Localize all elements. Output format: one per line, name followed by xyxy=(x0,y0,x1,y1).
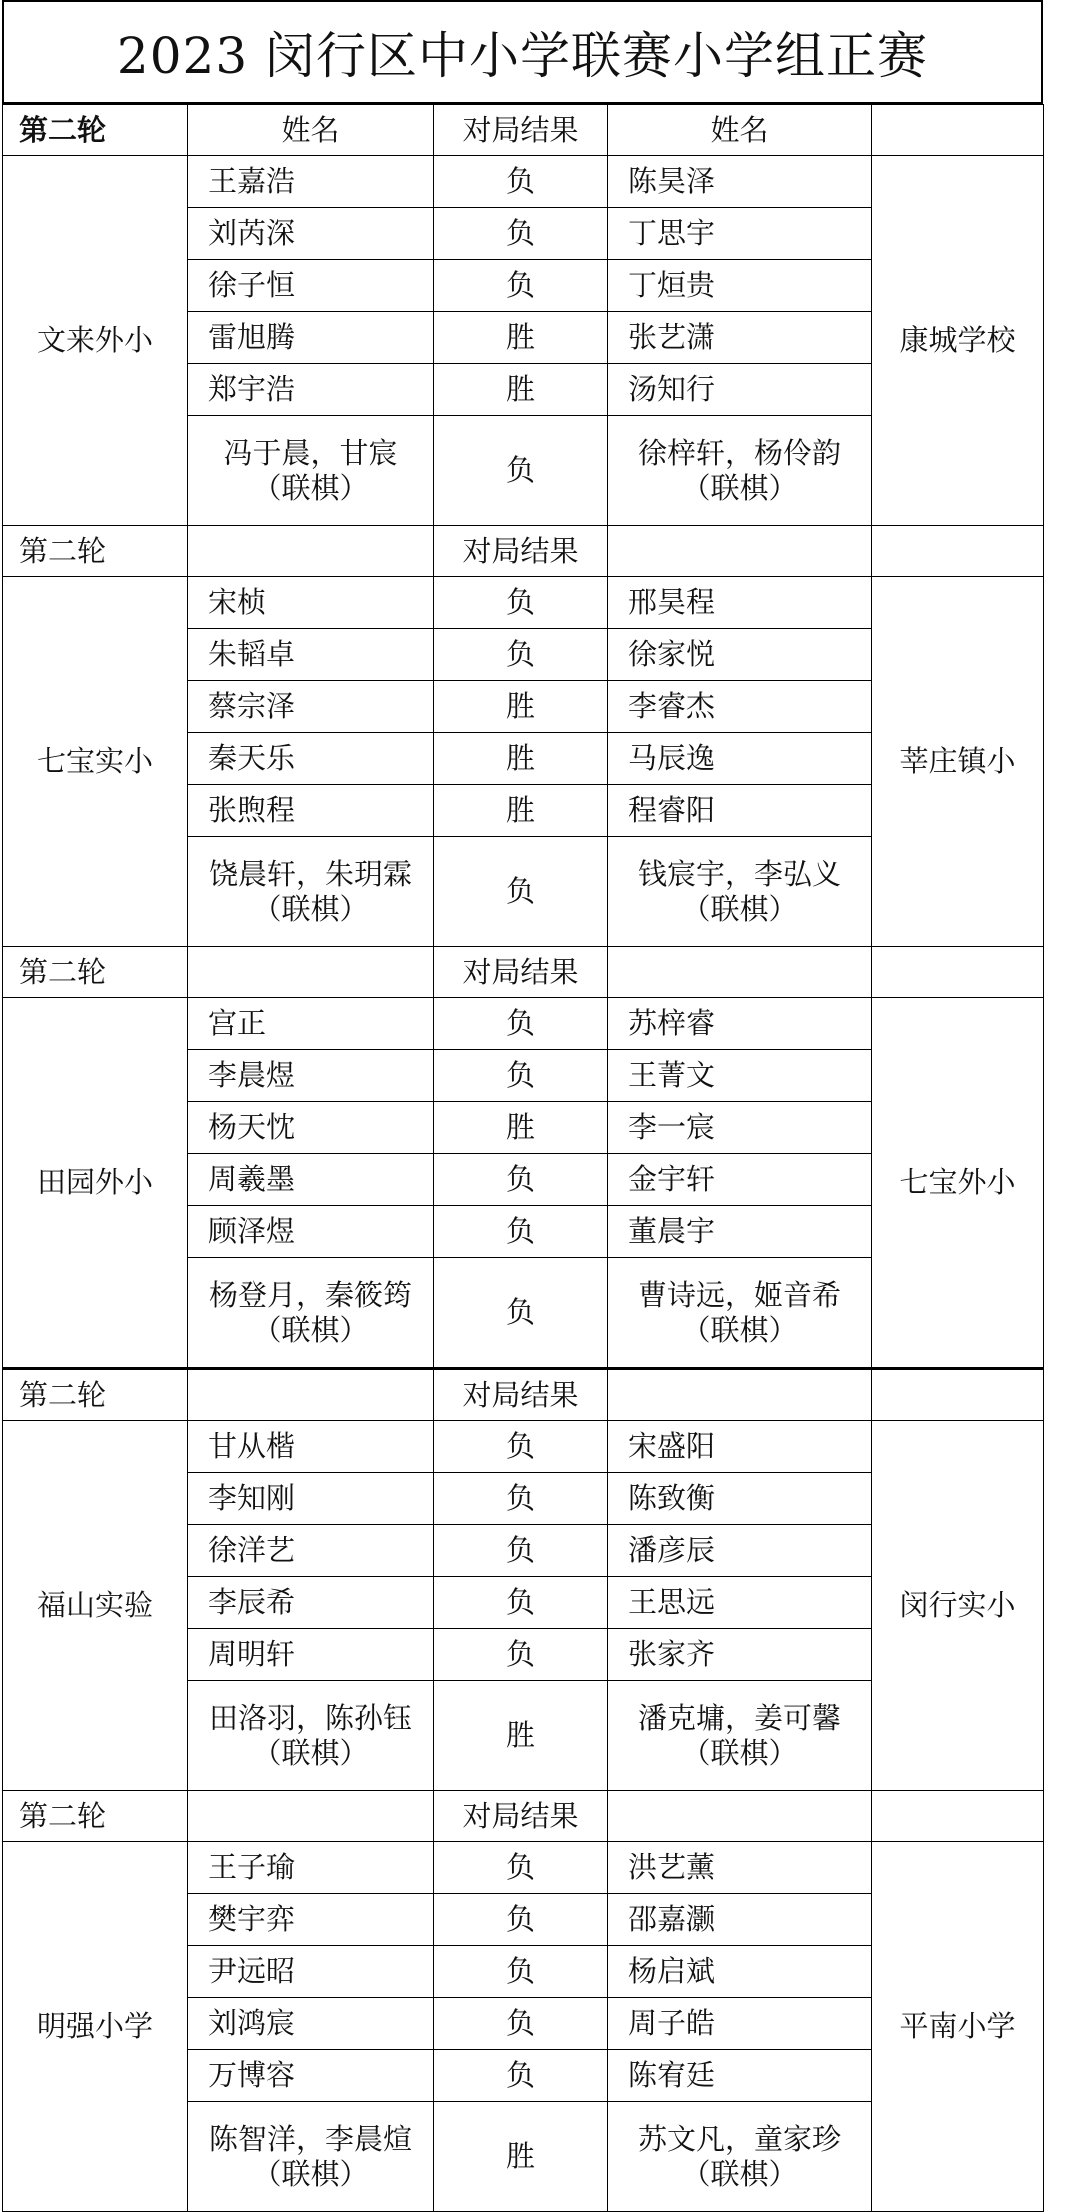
result-label: 对局结果 xyxy=(434,1369,608,1421)
game-result: 胜 xyxy=(434,1681,608,1791)
game-result: 负 xyxy=(434,1473,608,1525)
game-result: 胜 xyxy=(434,364,608,416)
game-result: 负 xyxy=(434,1050,608,1102)
left-school: 明强小学 xyxy=(3,1842,188,2212)
document-title: 2023 闵行区中小学联赛小学组正赛 xyxy=(2,0,1043,104)
player-right: 马辰逸 xyxy=(608,733,872,785)
left-school: 文来外小 xyxy=(3,156,188,526)
player-right: 潘彦辰 xyxy=(608,1525,872,1577)
right-school: 莘庄镇小 xyxy=(872,577,1044,947)
player-left: 陈智洋，李晨煊（联棋） xyxy=(188,2102,434,2212)
player-right: 张艺潇 xyxy=(608,312,872,364)
round-label: 第二轮 xyxy=(3,1369,188,1421)
player-right: 邵嘉灏 xyxy=(608,1894,872,1946)
player-right: 周子皓 xyxy=(608,1998,872,2050)
player-right: 王菁文 xyxy=(608,1050,872,1102)
game-result: 负 xyxy=(434,208,608,260)
game-result: 胜 xyxy=(434,1102,608,1154)
game-result: 负 xyxy=(434,156,608,208)
player-right: 洪艺薰 xyxy=(608,1842,872,1894)
player-left: 杨登月，秦筱筠（联棋） xyxy=(188,1258,434,1369)
table-row xyxy=(3,156,1044,208)
player-left: 李晨煜 xyxy=(188,1050,434,1102)
game-result: 负 xyxy=(434,1629,608,1681)
result-label: 对局结果 xyxy=(434,526,608,577)
header-name-left: 姓名 xyxy=(188,105,434,156)
player-left: 饶晨轩，朱玥霖（联棋） xyxy=(188,837,434,947)
game-result: 胜 xyxy=(434,681,608,733)
header-result: 对局结果 xyxy=(434,105,608,156)
player-right: 董晨宇 xyxy=(608,1206,872,1258)
round-label: 第二轮 xyxy=(3,947,188,998)
results-table xyxy=(2,104,1044,2212)
player-right: 宋盛阳 xyxy=(608,1421,872,1473)
round-empty-right xyxy=(608,1791,872,1842)
player-left: 王子瑜 xyxy=(188,1842,434,1894)
player-right: 邢昊程 xyxy=(608,577,872,629)
player-left: 尹远昭 xyxy=(188,1946,434,1998)
player-right: 陈昊泽 xyxy=(608,156,872,208)
player-right: 钱宸宇，李弘义（联棋） xyxy=(608,837,872,947)
player-left: 樊宇弈 xyxy=(188,1894,434,1946)
player-left: 蔡宗泽 xyxy=(188,681,434,733)
player-right: 陈宥廷 xyxy=(608,2050,872,2102)
game-result: 负 xyxy=(434,1206,608,1258)
table-row xyxy=(3,998,1044,1050)
round-empty-right xyxy=(608,526,872,577)
player-right: 汤知行 xyxy=(608,364,872,416)
player-left: 宋桢 xyxy=(188,577,434,629)
player-right: 曹诗远，姬音希（联棋） xyxy=(608,1258,872,1369)
round-empty-left xyxy=(188,526,434,577)
game-result: 负 xyxy=(434,2050,608,2102)
player-left: 朱韬卓 xyxy=(188,629,434,681)
player-right: 李一宸 xyxy=(608,1102,872,1154)
player-left: 万博容 xyxy=(188,2050,434,2102)
left-school: 福山实验 xyxy=(3,1421,188,1791)
round-empty-right xyxy=(608,1369,872,1421)
right-school: 平南小学 xyxy=(872,1842,1044,2212)
game-result: 负 xyxy=(434,1946,608,1998)
result-label: 对局结果 xyxy=(434,947,608,998)
player-left: 宫正 xyxy=(188,998,434,1050)
round-empty-school xyxy=(872,1369,1044,1421)
round-empty-left xyxy=(188,947,434,998)
game-result: 负 xyxy=(434,1842,608,1894)
round-header-row xyxy=(3,526,1044,577)
player-right: 徐梓轩，杨伶韵（联棋） xyxy=(608,416,872,526)
player-right: 李睿杰 xyxy=(608,681,872,733)
player-right: 陈致衡 xyxy=(608,1473,872,1525)
player-left: 雷旭腾 xyxy=(188,312,434,364)
header-empty xyxy=(872,105,1044,156)
round-label: 第二轮 xyxy=(3,1791,188,1842)
player-left: 徐子恒 xyxy=(188,260,434,312)
round-empty-right xyxy=(608,947,872,998)
game-result: 负 xyxy=(434,629,608,681)
player-left: 秦天乐 xyxy=(188,733,434,785)
player-left: 刘鸿宸 xyxy=(188,1998,434,2050)
game-result: 胜 xyxy=(434,2102,608,2212)
player-left: 李辰希 xyxy=(188,1577,434,1629)
game-result: 负 xyxy=(434,998,608,1050)
right-school: 七宝外小 xyxy=(872,998,1044,1369)
table-row xyxy=(3,577,1044,629)
game-result: 负 xyxy=(434,416,608,526)
player-left: 顾泽煜 xyxy=(188,1206,434,1258)
game-result: 负 xyxy=(434,1998,608,2050)
table-row xyxy=(3,1421,1044,1473)
player-left: 冯于晨，甘宸（联棋） xyxy=(188,416,434,526)
game-result: 负 xyxy=(434,1894,608,1946)
player-right: 潘克墉，姜可馨（联棋） xyxy=(608,1681,872,1791)
player-right: 程睿阳 xyxy=(608,785,872,837)
table-row xyxy=(3,1842,1044,1894)
player-right: 王思远 xyxy=(608,1577,872,1629)
round-empty-left xyxy=(188,1791,434,1842)
game-result: 胜 xyxy=(434,733,608,785)
header-name-right: 姓名 xyxy=(608,105,872,156)
player-right: 丁思宇 xyxy=(608,208,872,260)
game-result: 负 xyxy=(434,260,608,312)
round-empty-school xyxy=(872,526,1044,577)
left-school: 田园外小 xyxy=(3,998,188,1369)
game-result: 负 xyxy=(434,837,608,947)
header-round: 第二轮 xyxy=(3,105,188,156)
player-left: 李知刚 xyxy=(188,1473,434,1525)
round-header-row xyxy=(3,947,1044,998)
player-left: 杨天忱 xyxy=(188,1102,434,1154)
round-label: 第二轮 xyxy=(3,526,188,577)
player-right: 苏文凡，童家珍（联棋） xyxy=(608,2102,872,2212)
player-left: 刘芮深 xyxy=(188,208,434,260)
left-school: 七宝实小 xyxy=(3,577,188,947)
player-left: 甘从楷 xyxy=(188,1421,434,1473)
game-result: 负 xyxy=(434,1577,608,1629)
player-left: 田洛羽，陈孙钰（联棋） xyxy=(188,1681,434,1791)
result-label: 对局结果 xyxy=(434,1791,608,1842)
round-empty-school xyxy=(872,947,1044,998)
round-header-row xyxy=(3,1791,1044,1842)
player-left: 周明轩 xyxy=(188,1629,434,1681)
player-left: 王嘉浩 xyxy=(188,156,434,208)
player-right: 张家齐 xyxy=(608,1629,872,1681)
game-result: 负 xyxy=(434,577,608,629)
player-left: 周羲墨 xyxy=(188,1154,434,1206)
player-left: 徐洋艺 xyxy=(188,1525,434,1577)
game-result: 胜 xyxy=(434,312,608,364)
right-school: 康城学校 xyxy=(872,156,1044,526)
game-result: 负 xyxy=(434,1421,608,1473)
player-left: 郑宇浩 xyxy=(188,364,434,416)
round-empty-school xyxy=(872,1791,1044,1842)
player-right: 杨启斌 xyxy=(608,1946,872,1998)
right-school: 闵行实小 xyxy=(872,1421,1044,1791)
player-right: 徐家悦 xyxy=(608,629,872,681)
player-right: 丁烜贵 xyxy=(608,260,872,312)
player-right: 金宇轩 xyxy=(608,1154,872,1206)
game-result: 负 xyxy=(434,1258,608,1369)
game-result: 负 xyxy=(434,1525,608,1577)
player-right: 苏梓睿 xyxy=(608,998,872,1050)
table-header-row xyxy=(3,105,1044,156)
player-left: 张煦程 xyxy=(188,785,434,837)
round-header-row xyxy=(3,1369,1044,1421)
round-empty-left xyxy=(188,1369,434,1421)
game-result: 负 xyxy=(434,1154,608,1206)
game-result: 胜 xyxy=(434,785,608,837)
